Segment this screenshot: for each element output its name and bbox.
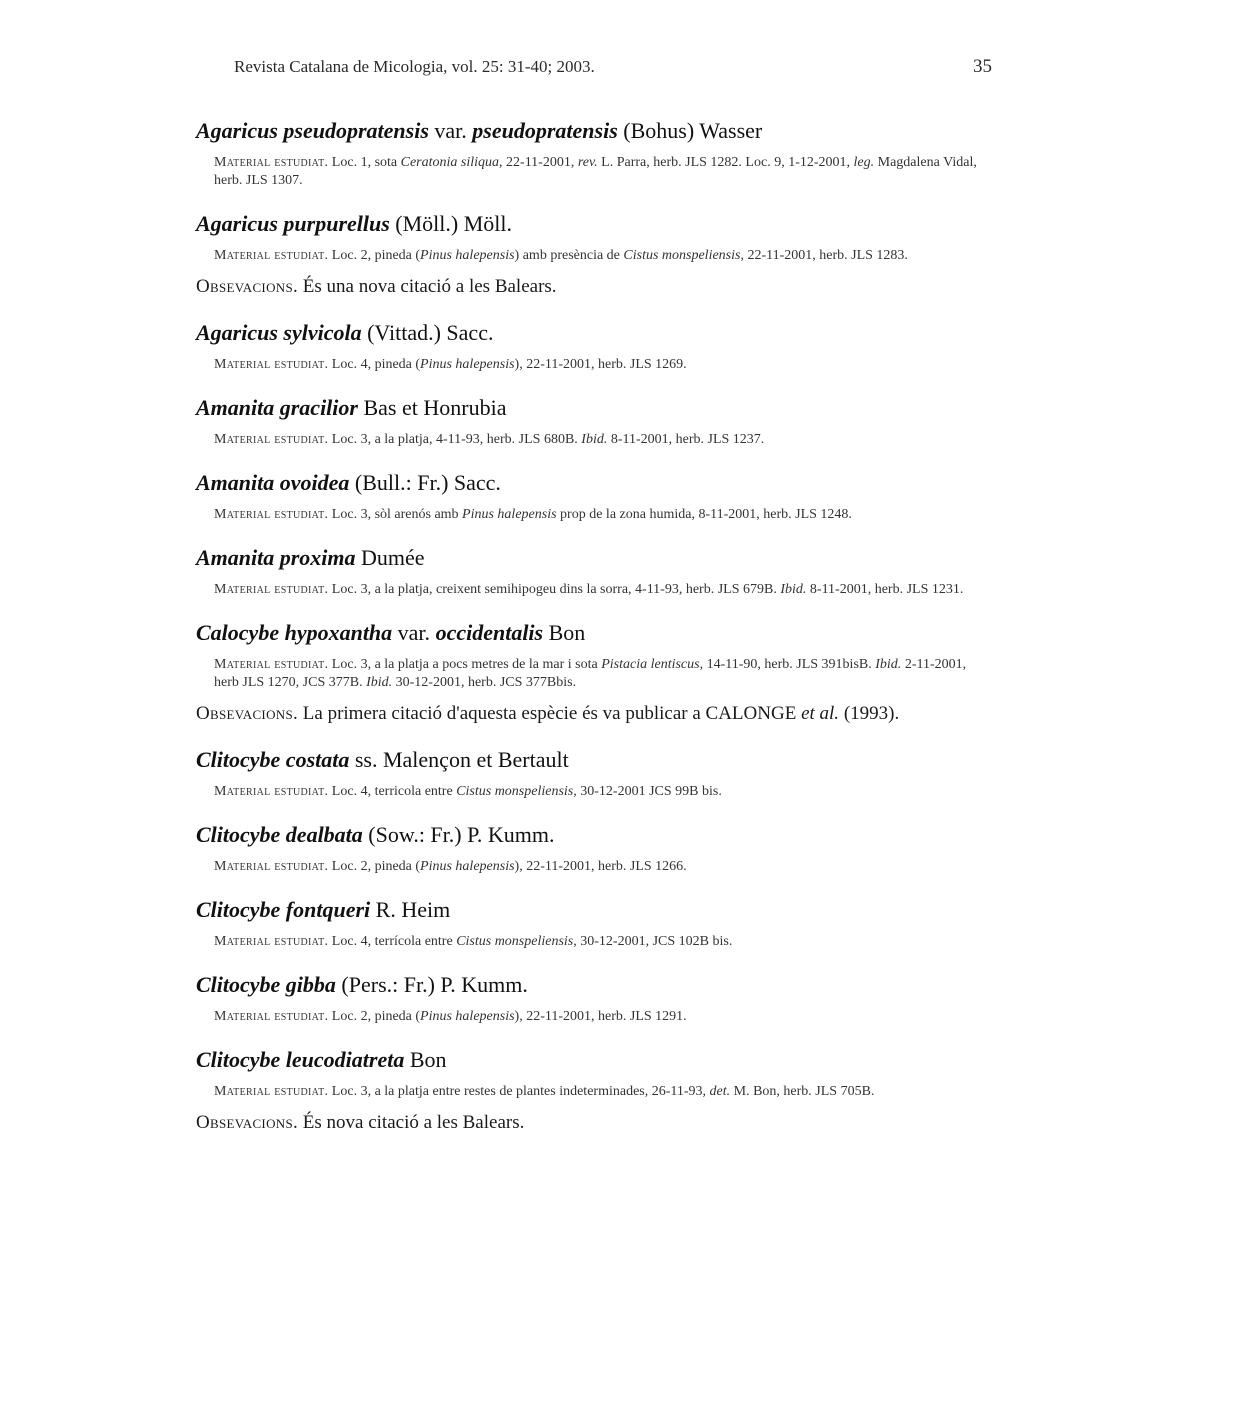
observations-label: Obsevacions. [196, 1112, 299, 1133]
material-label: Material estudiat. [214, 582, 329, 597]
text: 2-11-2001, herb JLS 1270, JCS 377B. [214, 657, 967, 690]
species-entry [196, 320, 986, 374]
italic-text: Cistus monspeliensis [456, 934, 574, 949]
species-name: Calocybe hypoxantha [196, 620, 393, 645]
species-author: ss. Malençon et Bertault [354, 747, 569, 772]
observations [196, 275, 986, 299]
material-label: Material estudiat. [214, 784, 329, 799]
text: , 14-11-90, herb. JLS 391bisB. [699, 657, 876, 672]
text: ), 22-11-2001, herb. JLS 1269. [514, 357, 687, 372]
page-number: 35 [973, 56, 992, 77]
species-title [196, 747, 986, 773]
species-entry [196, 470, 986, 524]
italic-text: Ibid. [581, 432, 608, 447]
species-entry [196, 747, 986, 801]
text: , 22-11-2001, [499, 155, 578, 170]
species-entry [196, 897, 986, 951]
observations-label: Obsevacions. [196, 276, 299, 297]
text: Loc. 2, pineda ( [331, 248, 421, 263]
text: És nova citació a les Balears. [302, 1112, 525, 1133]
species-list [196, 118, 986, 1156]
species-entry [196, 972, 986, 1026]
text: Loc. 3, a la platja, creixent semihipogeu dins la sorra, 4-11-93, herb. JLS 679B. [331, 582, 781, 597]
species-author: Bon [548, 620, 586, 645]
material-studied [214, 431, 986, 449]
text: Loc. 4, terricola entre [331, 784, 457, 799]
species-name: Clitocybe costata [196, 747, 350, 772]
species-entry [196, 822, 986, 876]
species-author: (Vittad.) Sacc. [367, 320, 494, 345]
material-studied [214, 1083, 986, 1101]
text: És una nova citació a les Balears. [302, 276, 557, 297]
species-title [196, 1047, 986, 1073]
journal-citation: Revista Catalana de Micologia, vol. 25: 31-40; 2003. [234, 57, 595, 76]
text: 8-11-2001, herb. JLS 1231. [806, 582, 964, 597]
italic-text: et al. [801, 703, 840, 724]
text: ) amb presència de [514, 248, 624, 263]
species-title [196, 620, 986, 646]
species-author: Dumée [361, 545, 425, 570]
species-name: Amanita ovoidea [196, 470, 350, 495]
text: Loc. 3, a la platja entre restes de plantes indeterminades, 26-11-93, [331, 1084, 710, 1099]
italic-text: Ibid. [780, 582, 807, 597]
species-entry [196, 545, 986, 599]
material-studied [214, 581, 986, 599]
italic-text: Pinus halepensis [420, 1009, 515, 1024]
observations [196, 702, 986, 726]
italic-text: Pinus halepensis [420, 859, 515, 874]
species-title [196, 822, 986, 848]
material-studied [214, 247, 986, 265]
text: Loc. 2, pineda ( [331, 859, 421, 874]
text: (1993). [839, 703, 900, 724]
observations-label: Obsevacions. [196, 703, 299, 724]
italic-text: Cistus monspeliensis [456, 784, 574, 799]
text: Loc. 2, pineda ( [331, 1009, 421, 1024]
species-title [196, 545, 986, 571]
rank-connector: var. [397, 620, 431, 645]
running-header [234, 57, 994, 77]
text: Loc. 3, sòl arenós amb [331, 507, 463, 522]
material-label: Material estudiat. [214, 934, 329, 949]
species-entry [196, 211, 986, 299]
text: ), 22-11-2001, herb. JLS 1291. [514, 1009, 687, 1024]
species-author: (Bull.: Fr.) Sacc. [354, 470, 501, 495]
italic-text: rev. [577, 155, 598, 170]
species-entry [196, 118, 986, 190]
material-studied [214, 858, 986, 876]
variety-name: occidentalis [435, 620, 544, 645]
material-label: Material estudiat. [214, 155, 329, 170]
species-entry [196, 620, 986, 726]
species-author: (Bohus) Wasser [623, 118, 763, 143]
text: Loc. 4, terrícola entre [331, 934, 457, 949]
text: L. Parra, herb. JLS 1282. Loc. 9, 1-12-2001, [597, 155, 854, 170]
text: 8-11-2001, herb. JLS 1237. [607, 432, 765, 447]
material-label: Material estudiat. [214, 1084, 329, 1099]
rank-connector: var. [434, 118, 467, 143]
text: La primera citació d'aquesta espècie és va publicar a CALONGE [302, 703, 802, 724]
species-name: Amanita gracilior [196, 395, 358, 420]
text: , 30-12-2001 JCS 99B bis. [573, 784, 722, 799]
species-name: Clitocybe fontqueri [196, 897, 371, 922]
italic-text: Pinus halepensis [420, 248, 515, 263]
species-entry [196, 1047, 986, 1135]
species-title [196, 211, 986, 237]
material-label: Material estudiat. [214, 248, 329, 263]
text: Magdalena Vidal, herb. JLS 1307. [214, 155, 977, 188]
italic-text: Ibid. [875, 657, 902, 672]
species-title [196, 395, 986, 421]
text: M. Bon, herb. JLS 705B. [730, 1084, 875, 1099]
species-author: Bas et Honrubia [363, 395, 507, 420]
species-name: Amanita proxima [196, 545, 356, 570]
species-name: Agaricus pseudopratensis [196, 118, 429, 143]
species-title [196, 972, 986, 998]
observations [196, 1111, 986, 1135]
material-label: Material estudiat. [214, 357, 329, 372]
italic-text: leg. [853, 155, 875, 170]
text: ), 22-11-2001, herb. JLS 1266. [514, 859, 687, 874]
material-studied [214, 933, 986, 951]
species-entry [196, 395, 986, 449]
text: Loc. 3, a la platja a pocs metres de la mar i sota [331, 657, 602, 672]
species-title [196, 470, 986, 496]
species-name: Clitocybe leucodiatreta [196, 1047, 405, 1072]
text: , 22-11-2001, herb. JLS 1283. [740, 248, 908, 263]
material-studied [214, 154, 986, 190]
text: , 30-12-2001, JCS 102B bis. [573, 934, 733, 949]
material-studied [214, 656, 986, 692]
material-label: Material estudiat. [214, 1009, 329, 1024]
italic-text: Pinus halepensis [420, 357, 515, 372]
italic-text: det. [709, 1084, 731, 1099]
text: Loc. 4, pineda ( [331, 357, 421, 372]
material-studied [214, 783, 986, 801]
species-title [196, 320, 986, 346]
material-label: Material estudiat. [214, 432, 329, 447]
material-label: Material estudiat. [214, 657, 329, 672]
italic-text: Ibid. [366, 675, 393, 690]
species-title [196, 897, 986, 923]
species-name: Agaricus sylvicola [196, 320, 362, 345]
material-label: Material estudiat. [214, 507, 329, 522]
text: Loc. 3, a la platja, 4-11-93, herb. JLS 680B. [331, 432, 582, 447]
species-author: (Pers.: Fr.) P. Kumm. [341, 972, 528, 997]
species-title [196, 118, 986, 144]
species-author: (Möll.) Möll. [395, 211, 513, 236]
italic-text: Pistacia lentiscus [601, 657, 700, 672]
text: 30-12-2001, herb. JCS 377Bbis. [392, 675, 577, 690]
species-author: Bon [409, 1047, 447, 1072]
species-name: Clitocybe gibba [196, 972, 336, 997]
species-name: Clitocybe dealbata [196, 822, 363, 847]
material-label: Material estudiat. [214, 859, 329, 874]
text: prop de la zona humida, 8-11-2001, herb. JLS 1248. [556, 507, 852, 522]
variety-name: pseudopratensis [472, 118, 618, 143]
material-studied [214, 1008, 986, 1026]
species-author: R. Heim [375, 897, 451, 922]
text: Loc. 1, sota [331, 155, 401, 170]
material-studied [214, 356, 986, 374]
material-studied [214, 506, 986, 524]
italic-text: Cistus monspeliensis [623, 248, 741, 263]
species-name: Agaricus purpurellus [196, 211, 390, 236]
italic-text: Ceratonia siliqua [400, 155, 500, 170]
italic-text: Pinus halepensis [462, 507, 557, 522]
species-author: (Sow.: Fr.) P. Kumm. [368, 822, 555, 847]
